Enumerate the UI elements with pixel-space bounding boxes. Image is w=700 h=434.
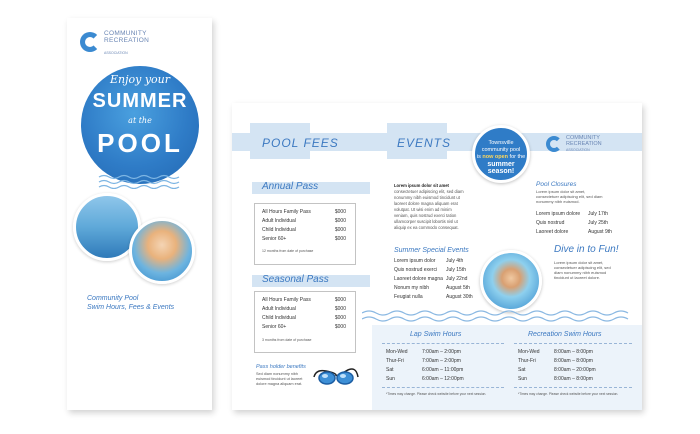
fee-label: Adult Individual — [262, 306, 296, 312]
event-row — [394, 258, 494, 267]
child-swimming-photo — [129, 218, 195, 284]
fee-row — [262, 236, 346, 245]
spread-logo-line-3: ASSOCIATION — [566, 148, 590, 152]
badge-line-3-suffix: for the — [508, 154, 526, 160]
fee-label: Child Individual — [262, 315, 296, 321]
cover-footer-line-2: Swim Hours, Fees & Events — [87, 304, 175, 311]
hours-day: Sun — [386, 376, 395, 382]
lap-swim-note: *Times may change. Please check website before your next session. — [386, 392, 487, 396]
event-label: Quis nostrud exerci — [394, 267, 438, 273]
event-row — [394, 267, 494, 276]
dive-in-title: Dive in to Fun! — [554, 244, 619, 255]
closure-label: Lorem ipsum dolore — [536, 211, 581, 217]
hours-time: 7:00am – 2:00pm — [422, 358, 461, 364]
hours-time: 8:00am – 20:00pm — [554, 367, 596, 373]
rec-swim-title: Recreation Swim Hours — [528, 331, 602, 338]
fee-price: $000 — [334, 324, 346, 330]
event-date: July 4th — [446, 258, 464, 264]
brochure-inside-spread — [232, 103, 642, 410]
hours-time: 8:00am – 8:00pm — [554, 376, 593, 382]
fee-label: All Hours Family Pass — [262, 297, 311, 303]
logo-line-1: COMMUNITY — [104, 30, 147, 37]
hours-day: Thur-Fri — [518, 358, 536, 364]
fee-price: $000 — [334, 236, 346, 242]
cover-footer-line-1: Community Pool — [87, 295, 139, 302]
hours-time: 8:00am – 8:00pm — [554, 349, 593, 355]
closure-date: July 17th — [588, 211, 609, 217]
badge-line-4: summer — [487, 161, 515, 168]
hours-time: 6:00am – 11:00pm — [422, 367, 464, 373]
hours-row — [386, 367, 500, 376]
fee-label: Senior 60+ — [262, 236, 287, 242]
waves-icon — [97, 173, 183, 189]
closure-label: Quis nostrud — [536, 220, 565, 226]
hours-row — [386, 376, 500, 385]
pass-holder-body: Sed diam nonummy nibh euismod tincidunt ut laoreet dolore magna aliquam erat. — [256, 372, 303, 386]
headline-at-the: at the — [128, 116, 152, 125]
fee-label: Adult Individual — [262, 218, 296, 224]
hours-day: Mon-Wed — [518, 349, 540, 355]
event-row — [394, 276, 494, 285]
fee-row — [262, 227, 346, 236]
hours-day: Sun — [518, 376, 527, 382]
annual-pass-note: 12 months from date of purchase — [262, 249, 314, 253]
hours-row — [386, 349, 500, 358]
dive-in-body: Lorem ipsum dolor sit amet, consectetuer adipiscing elit, sed diam nonummy nibh euismod tincidunt ut laoreet dolore. — [554, 260, 611, 280]
special-events-list — [394, 258, 494, 303]
seasonal-pass-table — [262, 297, 346, 333]
fee-row — [262, 297, 346, 306]
events-lead-body: consectetuer adipiscing elit, sed diam nonummy nibh euismod tincidunt ut laoreet dolore magna aliquam erat volutpat. Ut wisi enim ad minim veniam, quis nostrud exerci tation ullamcorper suscipit lobortis nisl ut aliquip ex ea commodo consequat. — [394, 189, 464, 230]
event-date: July 15th — [446, 267, 467, 273]
headline-summer: SUMMER — [92, 90, 188, 112]
hours-row — [518, 349, 628, 358]
fee-label: Senior 60+ — [262, 324, 287, 330]
hours-day: Sat — [386, 367, 394, 373]
hours-time: 8:00am – 8:00pm — [554, 358, 593, 364]
spread-logo-text — [566, 135, 602, 153]
fee-price: $000 — [334, 306, 346, 312]
rec-swim-table — [518, 349, 628, 385]
lap-swim-rule-bottom — [382, 387, 504, 388]
pool-closures-title: Pool Closures — [536, 181, 577, 188]
brochure-cover-panel — [67, 18, 212, 410]
event-date: August 5th — [446, 285, 470, 291]
pool-closures-list — [536, 211, 616, 238]
badge-line-1: Townsville — [488, 140, 514, 146]
fee-row — [262, 209, 346, 218]
seasonal-pass-title: Seasonal Pass — [262, 274, 329, 285]
closure-row — [536, 229, 616, 238]
seasonal-pass-note: 3 months from date of purchase — [262, 338, 312, 342]
badge-now-open: now open — [482, 154, 509, 160]
badge-line-5: season! — [487, 168, 515, 175]
headline-pool: POOL — [97, 128, 183, 158]
badge-line-3-prefix: is — [476, 154, 483, 160]
association-logo-icon — [546, 136, 562, 152]
events-lead-heading: Lorem ipsum dolor sit amet — [394, 183, 449, 188]
fee-price: $000 — [334, 315, 346, 321]
hours-row — [386, 358, 500, 367]
hours-time: 6:00am – 12:00pm — [422, 376, 464, 382]
event-date: August 30th — [446, 294, 473, 300]
spread-logo-line-1: COMMUNITY — [566, 135, 600, 141]
closure-row — [536, 220, 616, 229]
events-lead-block — [394, 183, 464, 231]
fee-label: All Hours Family Pass — [262, 209, 311, 215]
hours-row — [518, 367, 628, 376]
pass-holder-title: Pass holder benefits — [256, 364, 306, 370]
badge-line-2: community pool — [481, 147, 521, 153]
fee-row — [262, 306, 346, 315]
rec-swim-rule — [514, 343, 632, 344]
event-label: Nonum my nibh — [394, 285, 430, 291]
fee-price: $000 — [334, 209, 346, 215]
events-title: EVENTS — [397, 136, 452, 150]
association-logo-icon — [80, 32, 100, 52]
event-row — [394, 294, 494, 303]
cover-footer-text — [87, 294, 174, 312]
headline-enjoy: Enjoy your — [109, 73, 171, 86]
hours-row — [518, 376, 628, 385]
event-date: July 22nd — [446, 276, 468, 282]
fee-price: $000 — [334, 218, 346, 224]
fee-row — [262, 315, 346, 324]
event-label: Laoreet dolore magna — [394, 276, 443, 282]
hours-day: Sat — [518, 367, 526, 373]
pool-closures-body: Lorem ipsum dolor sit amet, consectetuer adipiscing elit, sed diam nonummy nibh euismod. — [536, 189, 603, 204]
pool-open-badge — [472, 125, 530, 183]
rec-swim-rule-bottom — [514, 387, 632, 388]
swim-goggles-icon — [312, 365, 360, 389]
closure-label: Laoreet dolore — [536, 229, 569, 235]
fee-label: Child Individual — [262, 227, 296, 233]
spread-logo-line-2: RECREATION — [566, 141, 602, 147]
annual-pass-title: Annual Pass — [262, 181, 319, 192]
closure-date: August 9th — [588, 229, 612, 235]
rec-swim-note: *Times may change. Please check website before your next session. — [518, 392, 619, 396]
hours-row — [518, 358, 628, 367]
closure-row — [536, 211, 616, 220]
event-label: Feugiat nulla — [394, 294, 423, 300]
hours-day: Mon-Wed — [386, 349, 408, 355]
diving-kid-photo — [480, 250, 542, 312]
fee-price: $000 — [334, 297, 346, 303]
event-label: Lorem ipsum dolor — [394, 258, 436, 264]
closure-date: July 25th — [588, 220, 609, 226]
fee-price: $000 — [334, 227, 346, 233]
event-row — [394, 285, 494, 294]
annual-pass-table — [262, 209, 346, 245]
fee-row — [262, 324, 346, 333]
wave-divider-icon — [362, 309, 632, 323]
lap-swim-table — [386, 349, 500, 385]
logo-line-3: ASSOCIATION — [104, 51, 128, 55]
hours-time: 7:00am – 2:00pm — [422, 349, 461, 355]
logo-line-2: RECREATION — [104, 37, 150, 44]
special-events-title: Summer Special Events — [394, 247, 469, 254]
fee-row — [262, 218, 346, 227]
lap-swim-title: Lap Swim Hours — [410, 331, 462, 338]
pool-fees-title: POOL FEES — [262, 136, 339, 150]
lap-swim-rule — [382, 343, 504, 344]
cover-logo-text — [104, 30, 149, 44]
hours-day: Thur-Fri — [386, 358, 404, 364]
badge-line-3 — [475, 154, 527, 161]
